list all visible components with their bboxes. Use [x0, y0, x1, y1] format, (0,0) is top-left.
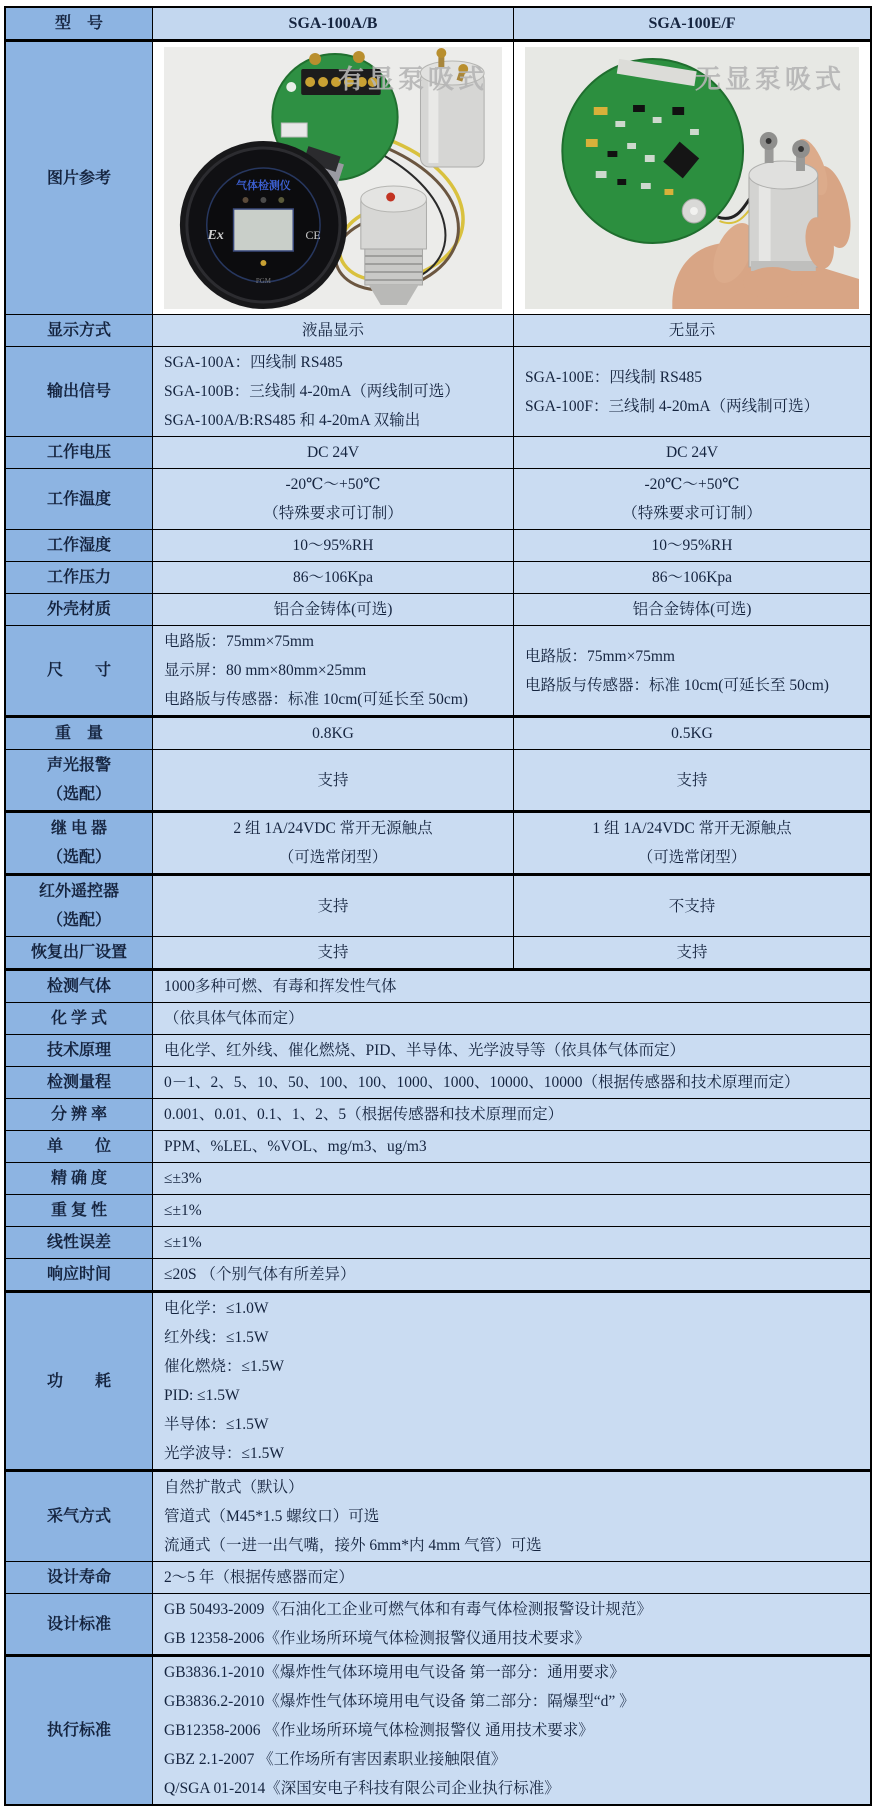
- model-ef-text: SGA-100E/F: [648, 15, 736, 32]
- spec-value-line: GBZ 2.1-2007 《工作场所有害因素职业接触限值》: [164, 1751, 507, 1768]
- spec-value-line: 液晶显示: [301, 322, 364, 339]
- spec-value-full: [152, 1594, 652, 1654]
- spec-value-line: SGA-100A/B:RS485 和 4-20mA 双输出: [164, 412, 421, 429]
- spec-value-full: [152, 1099, 564, 1130]
- row-label-line: 工作电压: [46, 444, 111, 461]
- spec-value-line: 10～95%RH: [651, 537, 733, 554]
- spec-value-model-ef: [513, 876, 870, 936]
- spec-value-line: 86～106Kpa: [292, 569, 374, 586]
- spec-row: [6, 1194, 870, 1226]
- spec-value-line: 电路版与传感器：标准 10cm(可延长至 50cm): [164, 691, 468, 708]
- row-label-line: 分 辨 率: [50, 1106, 107, 1123]
- spec-value-line: DC 24V: [306, 444, 360, 461]
- spec-row: [6, 561, 870, 593]
- row-label: [6, 1594, 152, 1654]
- spec-value-model-ab: [152, 562, 513, 593]
- row-label-line: 执行标准: [46, 1722, 111, 1739]
- watermark-right: 无显泵吸式: [694, 65, 845, 94]
- spec-value-line: GB3836.2-2010《爆炸性气体环境用电气设备 第二部分：隔爆型“d” 》: [164, 1693, 635, 1710]
- spec-value-model-ef: [513, 937, 870, 968]
- row-label: [6, 1163, 152, 1194]
- spec-value-model-ef: [513, 626, 870, 715]
- row-label-line: 设计寿命: [46, 1569, 111, 1586]
- spec-value-model-ab: [152, 469, 513, 529]
- spec-value-line: 支持: [317, 944, 349, 961]
- spec-row: [6, 1002, 870, 1034]
- spec-value-line: 10～95%RH: [292, 537, 374, 554]
- spec-value-line: 不支持: [668, 897, 716, 915]
- row-label-line: 检测量程: [46, 1074, 111, 1091]
- spec-value-line: 催化燃烧：≤1.5W: [164, 1358, 285, 1375]
- spec-value-line: PPM、%LEL、%VOL、mg/m3、ug/m3: [164, 1138, 427, 1155]
- spec-value-line: （可选常闭型）: [278, 849, 388, 866]
- spec-value-line: 0.001、0.01、0.1、1、2、5（根据传感器和技术原理而定）: [164, 1106, 564, 1123]
- row-label: [6, 42, 152, 314]
- spec-row: [6, 1469, 870, 1561]
- row-label-line: 响应时间: [46, 1266, 111, 1283]
- row-label-line: 线性误差: [46, 1234, 111, 1251]
- spec-value-model-ef: [513, 315, 870, 346]
- photo-row-label: 图片参考: [46, 169, 111, 187]
- spec-value-line: 电化学：≤1.0W: [164, 1300, 269, 1317]
- spec-row: [6, 1561, 870, 1593]
- row-label: [6, 1227, 152, 1258]
- spec-row: [6, 1130, 870, 1162]
- spec-value-line: 86～106Kpa: [651, 569, 733, 586]
- spec-value-line: 自然扩散式（默认）: [164, 1479, 304, 1496]
- row-label: [6, 1562, 152, 1593]
- spec-row: [6, 1162, 870, 1194]
- spec-value-line: Q/SGA 01-2014《深国安电子科技有限公司企业执行标准》: [164, 1780, 560, 1797]
- spec-value-line: 1000多种可燃、有毒和挥发性气体: [164, 978, 397, 995]
- spec-row: [6, 436, 870, 468]
- spec-value-line: 显示屏：80 mm×80mm×25mm: [164, 662, 367, 679]
- svg-text:PGM: PGM: [255, 276, 271, 286]
- spec-row: [6, 1290, 870, 1469]
- product-photo-left: [164, 47, 502, 309]
- spec-value-model-ef: [513, 469, 870, 529]
- spec-value-line: 电路版与传感器：标准 10cm(可延长至 50cm): [525, 676, 829, 694]
- spec-value-model-ab: [152, 876, 513, 936]
- row-label-line: 工作湿度: [46, 537, 111, 554]
- spec-value-full: [152, 971, 513, 1002]
- spec-value-model-ab: [152, 530, 513, 561]
- product-photo-right: [525, 47, 859, 309]
- spec-value-line: 管道式（M45*1.5 螺纹口）可选: [164, 1508, 380, 1525]
- row-label-line: （选配）: [46, 912, 111, 929]
- row-label: [6, 1259, 152, 1290]
- spec-row: [6, 468, 870, 529]
- spec-value-line: GB 12358-2006《作业场所环境气体检测报警仪通用技术要求》: [164, 1630, 590, 1647]
- spec-row: [6, 1258, 870, 1290]
- spec-value-model-ef: [513, 562, 870, 593]
- spec-value-line: SGA-100E：四线制 RS485: [525, 368, 702, 386]
- spec-value-model-ab: [152, 347, 513, 436]
- row-label-line: 外壳材质: [46, 601, 111, 618]
- spec-value-line: 电路版：75mm×75mm: [164, 633, 314, 650]
- spec-value-model-ef: [513, 718, 870, 749]
- row-label: [6, 562, 152, 593]
- spec-value-line: -20℃～+50℃: [644, 476, 740, 493]
- row-label: [6, 971, 152, 1002]
- row-label: [6, 594, 152, 625]
- spec-value-line: 流通式（一进一出气嘴，接外 6mm*内 4mm 气管）可选: [164, 1537, 542, 1554]
- spec-row: [6, 1654, 870, 1804]
- spec-rows-container: [6, 314, 870, 1804]
- spec-value-line: 支持: [317, 897, 349, 915]
- model-ab-text: SGA-100A/B: [288, 15, 378, 32]
- spec-value-model-ab: [152, 750, 513, 810]
- spec-value-model-ab: [152, 437, 513, 468]
- spec-value-line: SGA-100F：三线制 4-20mA（两线制可选）: [525, 397, 820, 415]
- spec-value-model-ab: [152, 626, 513, 715]
- spec-value-line: 半导体：≤1.5W: [164, 1416, 269, 1433]
- spec-value-model-ef: [513, 594, 870, 625]
- spec-value-line: 0.5KG: [671, 725, 713, 742]
- spec-value-full: [152, 1227, 513, 1258]
- header-label-text: 型 号: [54, 15, 103, 32]
- spec-value-model-ab: [152, 315, 513, 346]
- spec-value-full: [152, 1259, 513, 1290]
- row-label-line: 检测气体: [46, 978, 111, 995]
- spec-value-line: ≤±1%: [164, 1202, 202, 1219]
- header-model-label: [6, 8, 152, 39]
- row-label: [6, 813, 152, 873]
- row-label: [6, 718, 152, 749]
- spec-row: [6, 1066, 870, 1098]
- row-label-line: 功 耗: [46, 1372, 111, 1390]
- spec-row: [6, 715, 870, 749]
- row-label-line: 精 确 度: [50, 1170, 107, 1187]
- spec-value-line: DC 24V: [665, 444, 719, 461]
- row-label: [6, 437, 152, 468]
- product-photo-cell-right: [513, 42, 870, 314]
- row-label-line: 尺 寸: [46, 662, 111, 679]
- row-label-line: 重 复 性: [50, 1202, 107, 1219]
- row-label-line: 红外遥控器: [38, 883, 119, 900]
- spec-value-line: （可选常闭型）: [637, 849, 747, 866]
- spec-value-line: （特殊要求可订制）: [622, 505, 762, 522]
- spec-value-line: 支持: [317, 771, 349, 789]
- row-label-line: 输出信号: [46, 383, 111, 400]
- row-label-line: （选配）: [46, 849, 111, 866]
- row-label-line: 设计标准: [46, 1615, 111, 1633]
- spec-sheet-page: [0, 6, 881, 1806]
- spec-value-line: GB12358-2006 《作业场所环境气体检测报警仪 通用技术要求》: [164, 1722, 594, 1739]
- spec-row: [6, 873, 870, 936]
- row-label-line: 继 电 器: [50, 820, 107, 837]
- spec-value-model-ab: [152, 718, 513, 749]
- spec-value-line: 0－1、2、5、10、50、100、100、1000、1000、10000、10000（根据传感器和技术原理而定）: [164, 1074, 800, 1091]
- spec-value-line: -20℃～+50℃: [285, 476, 381, 493]
- table-header-row: [6, 8, 870, 39]
- row-label: [6, 1099, 152, 1130]
- photo-reference-row: [6, 39, 870, 314]
- spec-value-line: SGA-100B：三线制 4-20mA（两线制可选）: [164, 383, 460, 400]
- spec-value-model-ef: [513, 530, 870, 561]
- spec-row: [6, 593, 870, 625]
- row-label-line: 采气方式: [46, 1508, 111, 1525]
- spec-value-line: 光学波导：≤1.5W: [164, 1445, 285, 1462]
- spec-value-full: [152, 1035, 685, 1066]
- svg-text:Ex: Ex: [207, 227, 224, 244]
- spec-row: [6, 314, 870, 346]
- row-label-line: 工作温度: [46, 490, 111, 508]
- spec-value-line: （依具体气体而定）: [164, 1010, 304, 1027]
- spec-value-line: SGA-100A：四线制 RS485: [164, 354, 343, 371]
- row-label-line: 单 位: [46, 1138, 111, 1155]
- spec-value-full: [152, 1472, 542, 1561]
- spec-value-line: 2 组 1A/24VDC 常开无源触点: [233, 820, 433, 837]
- spec-value-line: ≤±3%: [164, 1170, 202, 1187]
- row-label: [6, 1657, 152, 1804]
- spec-row: [6, 810, 870, 873]
- spec-table: [4, 6, 872, 1806]
- header-model-ef: [513, 8, 870, 39]
- spec-value-full: [152, 1562, 513, 1593]
- spec-value-line: （特殊要求可订制）: [263, 505, 403, 522]
- spec-row: [6, 936, 870, 968]
- spec-value-line: 1 组 1A/24VDC 常开无源触点: [592, 820, 792, 837]
- spec-value-line: 电路版：75mm×75mm: [525, 647, 675, 665]
- row-label-line: 化 学 式: [50, 1010, 107, 1027]
- spec-value-model-ef: [513, 347, 870, 436]
- spec-value-model-ef: [513, 813, 870, 873]
- row-label: [6, 1293, 152, 1469]
- row-label: [6, 1035, 152, 1066]
- spec-value-full: [152, 1163, 513, 1194]
- spec-value-line: 铝合金铸体(可选): [273, 601, 393, 618]
- spec-value-line: 支持: [676, 944, 708, 961]
- row-label: [6, 347, 152, 436]
- row-label-line: 工作压力: [46, 569, 111, 586]
- row-label: [6, 1195, 152, 1226]
- spec-value-line: GB3836.1-2010《爆炸性气体环境用电气设备 第一部分：通用要求》: [164, 1664, 625, 1681]
- spec-value-full: [152, 1293, 513, 1469]
- spec-value-line: ≤20S （个别气体有所差异）: [164, 1266, 356, 1283]
- row-label: [6, 1131, 152, 1162]
- row-label: [6, 315, 152, 346]
- row-label-line: （选配）: [46, 786, 111, 803]
- spec-value-model-ef: [513, 437, 870, 468]
- row-label-line: 技术原理: [46, 1042, 111, 1059]
- spec-value-line: GB 50493-2009《石油化工企业可燃气体和有毒气体检测报警设计规范》: [164, 1601, 652, 1618]
- svg-text:CE: CE: [305, 227, 321, 243]
- spec-value-full: [152, 1657, 635, 1804]
- spec-row: [6, 346, 870, 436]
- spec-value-full: [152, 1195, 513, 1226]
- spec-value-model-ef: [513, 750, 870, 810]
- spec-row: [6, 968, 870, 1002]
- spec-row: [6, 1098, 870, 1130]
- spec-row: [6, 1593, 870, 1654]
- row-label-line: 声光报警: [46, 757, 111, 774]
- spec-row: [6, 749, 870, 810]
- row-label: [6, 1472, 152, 1561]
- spec-row: [6, 1034, 870, 1066]
- product-photo-cell-left: [152, 42, 513, 314]
- spec-value-line: 无显示: [668, 322, 716, 339]
- row-label-line: 显示方式: [46, 322, 111, 339]
- row-label: [6, 1003, 152, 1034]
- row-label: [6, 876, 152, 936]
- header-model-ab: [152, 8, 513, 39]
- spec-value-line: 2～5 年（根据传感器而定）: [164, 1569, 354, 1586]
- row-label: [6, 626, 152, 715]
- spec-row: [6, 625, 870, 715]
- row-label-line: 恢复出厂设置: [30, 944, 127, 961]
- spec-value-line: ≤±1%: [164, 1234, 202, 1251]
- row-label: [6, 1067, 152, 1098]
- spec-value-full: [152, 1131, 513, 1162]
- spec-value-full: [152, 1003, 513, 1034]
- row-label: [6, 750, 152, 810]
- spec-value-model-ab: [152, 813, 513, 873]
- spec-row: [6, 1226, 870, 1258]
- row-label: [6, 530, 152, 561]
- spec-value-line: 支持: [676, 771, 708, 789]
- row-label: [6, 937, 152, 968]
- spec-value-model-ab: [152, 937, 513, 968]
- spec-value-line: PID: ≤1.5W: [164, 1387, 240, 1404]
- row-label-line: 重 量: [54, 725, 103, 742]
- spec-value-line: 0.8KG: [312, 725, 354, 742]
- row-label: [6, 469, 152, 529]
- spec-value-model-ab: [152, 594, 513, 625]
- spec-value-line: 电化学、红外线、催化燃烧、PID、半导体、光学波导等（依具体气体而定）: [164, 1042, 685, 1059]
- spec-value-line: 红外线：≤1.5W: [164, 1329, 269, 1346]
- spec-row: [6, 529, 870, 561]
- spec-value-line: 铝合金铸体(可选): [632, 601, 752, 618]
- svg-text:气体检测仪: 气体检测仪: [236, 179, 291, 193]
- spec-value-full: [152, 1067, 800, 1098]
- watermark-left: 有显泵吸式: [337, 65, 488, 94]
